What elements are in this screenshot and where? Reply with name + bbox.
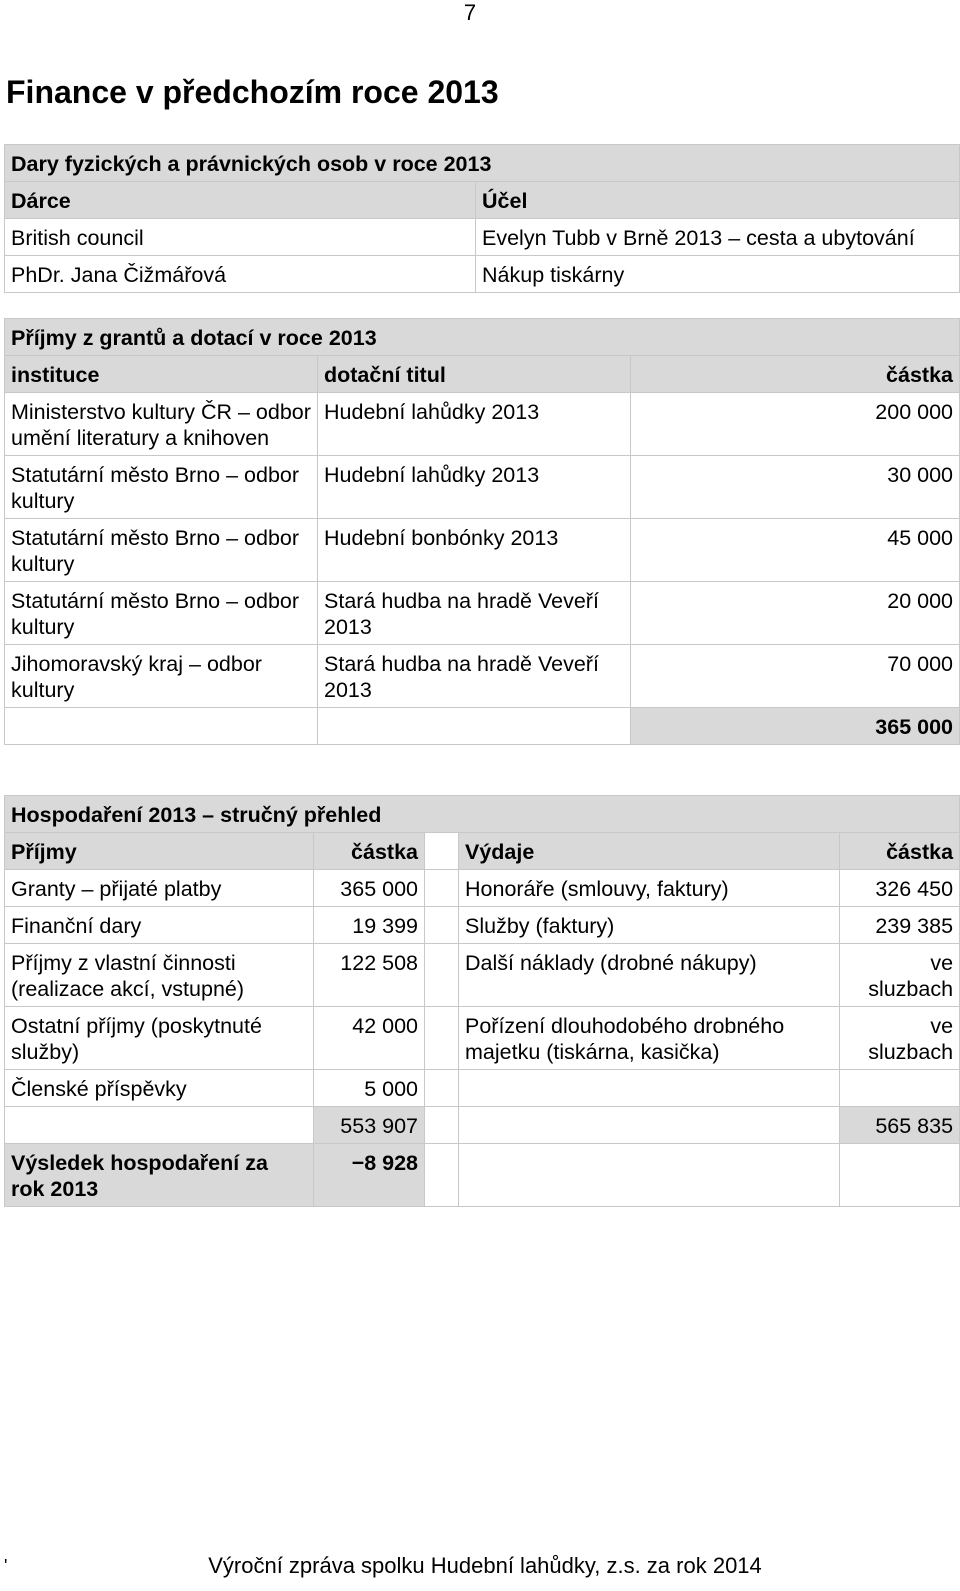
expense-amount-cell: ve sluzbach — [840, 1007, 960, 1070]
expense-amount-cell: 239 385 — [840, 907, 960, 944]
spacer-cell — [425, 1144, 459, 1207]
column-header-donor: Dárce — [5, 182, 476, 219]
income-amount-cell: 42 000 — [314, 1007, 425, 1070]
amount-cell: 70 000 — [631, 645, 960, 708]
income-cell: Granty – přijaté platby — [5, 870, 314, 907]
table-row — [5, 1007, 960, 1070]
table-heading-row — [5, 796, 960, 833]
economy-table — [4, 795, 960, 1207]
income-cell: Příjmy z vlastní činnosti (realizace akcí, vstupné) — [5, 944, 314, 1007]
expense-cell: Služby (faktury) — [459, 907, 840, 944]
result-label: Výsledek hospodaření za rok 2013 — [5, 1144, 314, 1207]
empty-cell — [840, 1144, 960, 1207]
page-title: Finance v předchozím roce 2013 — [6, 74, 499, 110]
total-row — [5, 708, 960, 745]
footer-mark: ' — [4, 1556, 8, 1576]
amount-cell: 200 000 — [631, 393, 960, 456]
institution-cell: Statutární město Brno – odbor kultury — [5, 582, 318, 645]
expense-cell: Pořízení dlouhodobého drobného majetku (tiskárna, kasička) — [459, 1007, 840, 1070]
table-header-row — [5, 182, 960, 219]
income-cell: Ostatní příjmy (poskytnuté služby) — [5, 1007, 314, 1070]
result-value: −8 928 — [314, 1144, 425, 1207]
column-header-purpose: Účel — [476, 182, 960, 219]
donations-table — [4, 144, 960, 293]
grants-table — [4, 318, 960, 745]
amount-cell: 45 000 — [631, 519, 960, 582]
spacer-cell — [425, 1007, 459, 1070]
table-row — [5, 393, 960, 456]
grant-title-cell: Stará hudba na hradě Veveří 2013 — [318, 582, 631, 645]
income-amount-cell: 365 000 — [314, 870, 425, 907]
expense-cell: Honoráře (smlouvy, faktury) — [459, 870, 840, 907]
spacer-cell — [425, 1107, 459, 1144]
table-row — [5, 907, 960, 944]
amount-cell: 30 000 — [631, 456, 960, 519]
column-header-income: Příjmy — [5, 833, 314, 870]
spacer-cell — [425, 1070, 459, 1107]
income-amount-cell: 122 508 — [314, 944, 425, 1007]
column-header-expense: Výdaje — [459, 833, 840, 870]
grant-title-cell: Hudební lahůdky 2013 — [318, 393, 631, 456]
grant-title-cell: Stará hudba na hradě Veveří 2013 — [318, 645, 631, 708]
column-header-expense-amount: částka — [840, 833, 960, 870]
institution-cell: Ministerstvo kultury ČR – odbor umění literatury a knihoven — [5, 393, 318, 456]
expense-amount-cell: 326 450 — [840, 870, 960, 907]
table-row — [5, 944, 960, 1007]
spacer-cell — [425, 833, 459, 870]
grant-title-cell: Hudební lahůdky 2013 — [318, 456, 631, 519]
page-footer: Výroční zpráva spolku Hudební lahůdky, z.s. za rok 2014 — [208, 1553, 762, 1578]
grant-title-cell: Hudební bonbónky 2013 — [318, 519, 631, 582]
income-amount-cell: 5 000 — [314, 1070, 425, 1107]
expense-cell: Další náklady (drobné nákupy) — [459, 944, 840, 1007]
totals-row — [5, 1107, 960, 1144]
donor-cell: British council — [5, 219, 476, 256]
expense-amount-cell — [840, 1070, 960, 1107]
table-row — [5, 582, 960, 645]
expense-amount-cell: ve sluzbach — [840, 944, 960, 1007]
institution-cell: Statutární město Brno – odbor kultury — [5, 456, 318, 519]
expense-cell — [459, 1070, 840, 1107]
purpose-cell: Nákup tiskárny — [476, 256, 960, 293]
table-row — [5, 1070, 960, 1107]
table-row — [5, 219, 960, 256]
table-row — [5, 870, 960, 907]
empty-cell — [318, 708, 631, 745]
empty-cell — [459, 1107, 840, 1144]
grants-heading: Příjmy z grantů a dotací v roce 2013 — [5, 319, 960, 356]
donations-heading: Dary fyzických a právnických osob v roce 2013 — [5, 145, 960, 182]
income-cell: Finanční dary — [5, 907, 314, 944]
income-total: 553 907 — [314, 1107, 425, 1144]
institution-cell: Statutární město Brno – odbor kultury — [5, 519, 318, 582]
column-header-institution: instituce — [5, 356, 318, 393]
spacer-cell — [425, 944, 459, 1007]
page-number: 7 — [463, 0, 477, 25]
expense-total: 565 835 — [840, 1107, 960, 1144]
table-heading-row — [5, 145, 960, 182]
donor-cell: PhDr. Jana Čižmářová — [5, 256, 476, 293]
empty-cell — [5, 1107, 314, 1144]
spacer-cell — [425, 907, 459, 944]
table-row — [5, 456, 960, 519]
empty-cell — [459, 1144, 840, 1207]
purpose-cell: Evelyn Tubb v Brně 2013 – cesta a ubytování — [476, 219, 960, 256]
amount-cell: 20 000 — [631, 582, 960, 645]
table-heading-row — [5, 319, 960, 356]
column-header-income-amount: částka — [314, 833, 425, 870]
empty-cell — [5, 708, 318, 745]
table-row — [5, 645, 960, 708]
result-row — [5, 1144, 960, 1207]
income-cell: Členské příspěvky — [5, 1070, 314, 1107]
column-header-amount: částka — [631, 356, 960, 393]
table-row — [5, 519, 960, 582]
spacer-cell — [425, 870, 459, 907]
institution-cell: Jihomoravský kraj – odbor kultury — [5, 645, 318, 708]
table-header-row — [5, 356, 960, 393]
grants-total: 365 000 — [631, 708, 960, 745]
column-header-grant-title: dotační titul — [318, 356, 631, 393]
income-amount-cell: 19 399 — [314, 907, 425, 944]
table-header-row — [5, 833, 960, 870]
economy-heading: Hospodaření 2013 – stručný přehled — [5, 796, 960, 833]
table-row — [5, 256, 960, 293]
